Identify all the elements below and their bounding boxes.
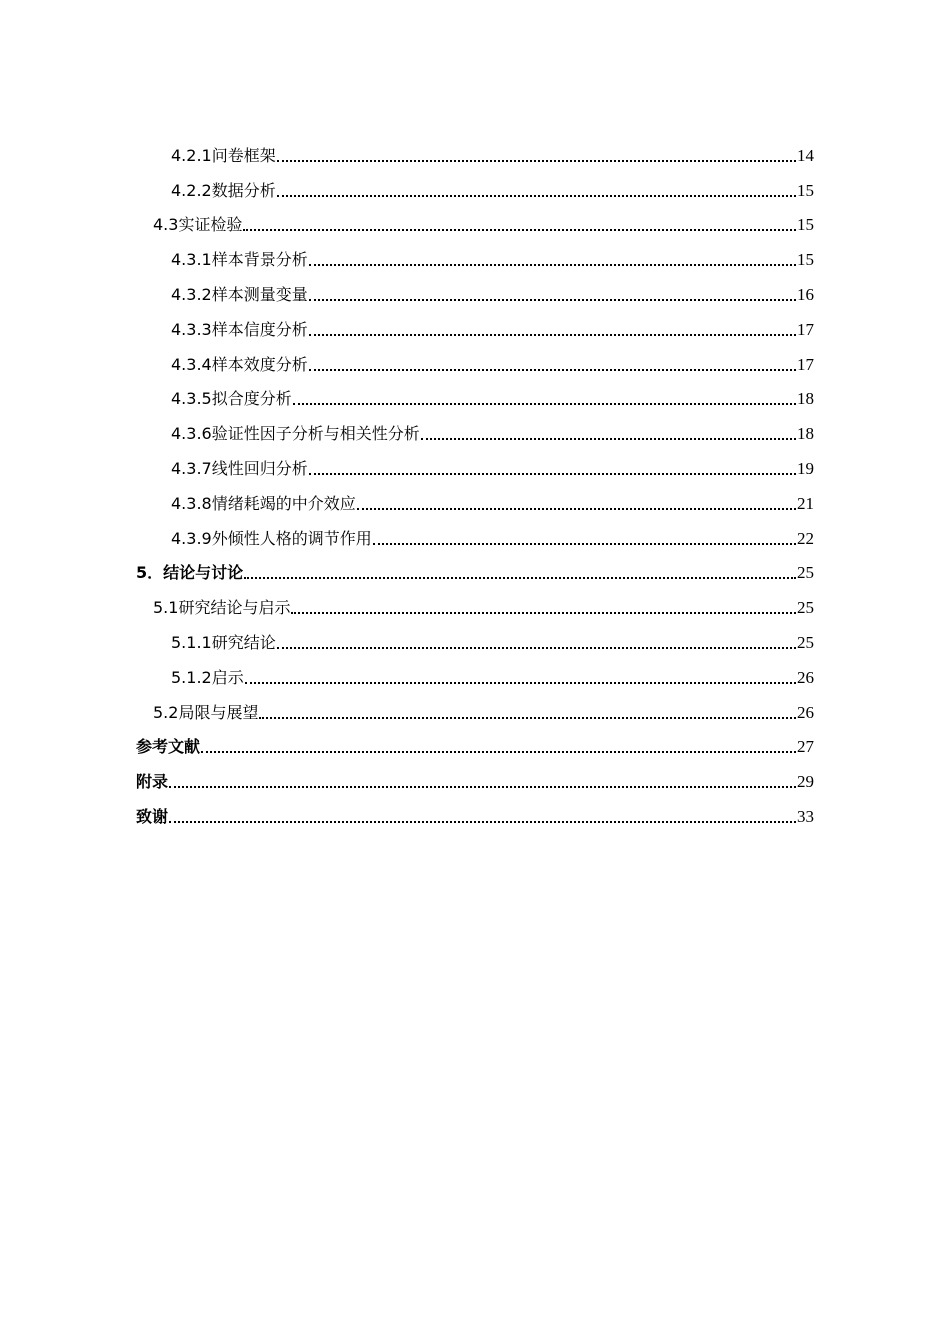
toc-entry-page: 33 [797, 806, 814, 826]
toc-entry-references[interactable] [136, 723, 814, 758]
toc-entry-title: 4.3.7线性回归分析 [171, 458, 308, 478]
toc-entry-title: 4.3.6验证性因子分析与相关性分析 [171, 424, 420, 444]
toc-entry-title: 致谢 [136, 806, 169, 826]
dot-leader [309, 263, 796, 266]
toc-entry-page: 26 [797, 667, 814, 687]
dot-leader [291, 611, 796, 614]
toc-entry-page: 25 [797, 598, 814, 618]
toc-entry-title: 4.3.2样本测量变量 [171, 284, 308, 304]
toc-entry-4-3-6[interactable] [136, 409, 814, 444]
toc-entry-page: 17 [797, 319, 814, 339]
toc-entry-4-3-7[interactable] [136, 444, 814, 479]
dot-leader [169, 785, 796, 788]
toc-entry-page: 17 [797, 354, 814, 374]
toc-entry-acknowledgements[interactable] [136, 792, 814, 827]
toc-entry-4-3-2[interactable] [136, 270, 814, 305]
dot-leader [277, 646, 796, 649]
dot-leader [309, 298, 796, 301]
dot-leader [293, 402, 796, 405]
toc-entry-title: 4.3实证检验 [153, 215, 243, 235]
toc-entry-page: 25 [797, 563, 814, 583]
dot-leader [421, 437, 796, 440]
toc-entry-4-3-5[interactable] [136, 375, 814, 410]
dot-leader [357, 507, 796, 510]
toc-entry-4-3-3[interactable] [136, 305, 814, 340]
dot-leader [309, 472, 796, 475]
dot-leader [245, 681, 796, 684]
dot-leader [309, 333, 796, 336]
toc-entry-4-3-1[interactable] [136, 235, 814, 270]
toc-entry-5[interactable] [136, 549, 814, 584]
toc-entry-title: 4.3.5拟合度分析 [171, 389, 292, 409]
toc-entry-page: 18 [797, 424, 814, 444]
toc-entry-4-3-9[interactable] [136, 514, 814, 549]
toc-entry-title: 5.1.2启示 [171, 667, 244, 687]
toc-entry-appendix[interactable] [136, 757, 814, 792]
toc-entry-page: 18 [797, 389, 814, 409]
toc-entry-title: 5.1研究结论与启示 [153, 598, 291, 618]
toc-entry-page: 29 [797, 772, 814, 792]
toc-entry-page: 26 [797, 702, 814, 722]
toc-entry-title: 4.2.2数据分析 [171, 180, 276, 200]
toc-entry-page: 27 [797, 737, 814, 757]
toc-entry-page: 15 [797, 250, 814, 270]
toc-entry-title: 4.3.1样本背景分析 [171, 250, 308, 270]
toc-entry-5-1-2[interactable] [136, 653, 814, 688]
toc-entry-5-1-1[interactable] [136, 618, 814, 653]
toc-entry-title: 4.3.9外倾性人格的调节作用 [171, 528, 372, 548]
toc-entry-4-3-8[interactable] [136, 479, 814, 514]
dot-leader [201, 750, 796, 753]
toc-entry-page: 22 [797, 528, 814, 548]
toc-entry-4-2-1[interactable] [136, 131, 814, 166]
toc-entry-title: 4.2.1问卷框架 [171, 145, 276, 165]
table-of-contents [136, 131, 814, 827]
toc-entry-5-1[interactable] [136, 583, 814, 618]
toc-entry-page: 25 [797, 632, 814, 652]
toc-entry-page: 16 [797, 284, 814, 304]
dot-leader [244, 576, 796, 579]
toc-entry-4-3-4[interactable] [136, 340, 814, 375]
toc-entry-title: 附录 [136, 772, 169, 792]
toc-entry-4-2-2[interactable] [136, 166, 814, 201]
dot-leader [277, 194, 796, 197]
dot-leader [259, 716, 796, 719]
toc-entry-title: 5.1.1研究结论 [171, 632, 276, 652]
dot-leader [169, 820, 796, 823]
dot-leader [373, 542, 796, 545]
dot-leader [309, 368, 796, 371]
toc-entry-page: 19 [797, 458, 814, 478]
toc-entry-title: 参考文献 [136, 737, 201, 757]
toc-entry-page: 15 [797, 215, 814, 235]
toc-entry-page: 15 [797, 180, 814, 200]
toc-entry-title: 5.2局限与展望 [153, 702, 259, 722]
dot-leader [277, 159, 796, 162]
toc-entry-title: 4.3.8情绪耗竭的中介效应 [171, 493, 356, 513]
toc-entry-title: 4.3.3样本信度分析 [171, 319, 308, 339]
toc-entry-title: 5．结论与讨论 [136, 563, 244, 583]
toc-entry-title: 4.3.4样本效度分析 [171, 354, 308, 374]
toc-entry-page: 14 [797, 145, 814, 165]
toc-entry-4-3[interactable] [136, 201, 814, 236]
toc-entry-5-2[interactable] [136, 688, 814, 723]
dot-leader [243, 228, 796, 231]
toc-entry-page: 21 [797, 493, 814, 513]
